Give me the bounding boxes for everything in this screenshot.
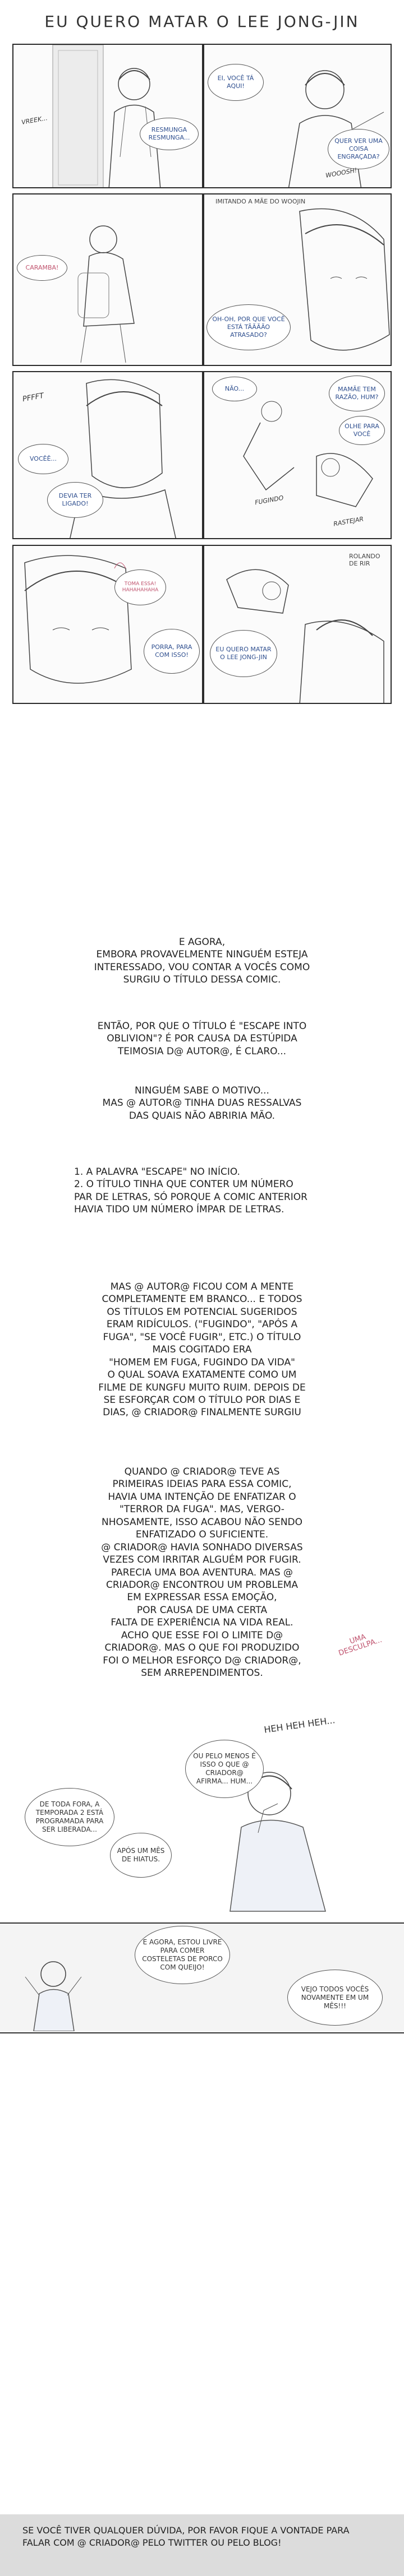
panel-caption-rolling: ROLANDO DE RIR <box>349 553 380 567</box>
angry-face-sketch <box>13 546 203 704</box>
panel-caption-imitating: IMITANDO A MÃE DO WOOJIN <box>215 198 306 205</box>
exclaim-bubble: CARAMBA! <box>17 255 67 281</box>
sfx-woosh: WOOOSH! <box>325 166 358 179</box>
speech-bubble-olhe: OLHE PARA VOCÊ <box>339 416 385 445</box>
speech-bubble-hiatus: APÓS UM MÊS DE HIATUS. <box>110 1833 172 1878</box>
comic-panel-2a <box>12 193 203 366</box>
speech-bubble-funny: QUER VER UMA COISA ENGRAÇADA? <box>328 129 389 169</box>
annotation-hehe: HEH HEH HEH... <box>263 1715 336 1735</box>
footer-banner <box>0 2514 404 2576</box>
speech-bubble-livre: E AGORA, ESTOU LIVRE PARA COMER COSTELETAS DE PORCO COM QUEIJO! <box>135 1926 230 1984</box>
author-scene-1 <box>0 1738 404 1917</box>
sfx-rastejar: RASTEJAR <box>333 515 364 528</box>
footer-contact-text: SE VOCÊ TIVER QUALQUER DÚVIDA, POR FAVOR FIQUE A VONTADE PARA FALAR COM @ CRIADOR@ PELO TWITTER OU PELO BLOG! <box>22 2525 350 2548</box>
story-why-title: ENTÃO, POR QUE O TÍTULO É "ESCAPE INTO OBLIVION"? É POR CAUSA DA ESTÚPIDA TEIMOSIA D@ AUTOR@, É CLARO... <box>97 1021 307 1057</box>
speech-bubble-hey: EI, VOCÊ TÁ AQUI! <box>208 64 264 101</box>
speech-bubble-late: OH-OH, POR QUE VOCÊ ESTÁ TÃÃÃÃO ATRASADO? <box>206 304 291 350</box>
comic-panel-4b <box>203 545 392 704</box>
speech-bubble-quero-matar: EU QUERO MATAR O LEE JONG-JIN <box>210 630 277 677</box>
speech-bubble-mamae: MAMÃE TEM RAZÃO, HUM? <box>329 376 385 411</box>
exclaim-toma-essa: TOMA ESSA! HAHAHAHAHA <box>114 569 166 605</box>
comic-panel-2b <box>203 193 392 366</box>
comic-panel-3a <box>12 371 203 539</box>
speech-bubble-nao: NÃO... <box>212 377 257 401</box>
sfx-door-creak: VREEK... <box>21 114 48 126</box>
comic-panel-3b <box>203 371 392 539</box>
speech-bubble-devia: DEVIA TER LIGADO! <box>47 482 103 518</box>
comic-panel-1b <box>203 44 392 188</box>
story-blank-mind: MAS @ AUTOR@ FICOU COM A MENTE COMPLETAMENTE EM BRANCO... E TODOS OS TÍTULOS EM POTENCIAL SUGERIDOS ERAM RIDÍCULOS. ("FUGINDO", "APÓS A FUGA", "SE VOCÊ FUGIR", ETC.) O TÍTULO MAIS COGITADO ERA "HOMEM EM FUGA, FUGINDO DA VIDA" O QUAL SOAVA EXATAMENTE COMO UM FILME DE KUNGFU MUITO RUIM. DEPOIS DE SE ESFORÇAR COM O TÍTULO POR DIAS E DIAS, @ CRIADOR@ FINALMENTE SURGIU <box>98 1281 306 1419</box>
speech-bubble-porra: PORRA, PARA COM ISSO! <box>144 629 200 674</box>
speech-bubble-temporada: DE TODA FORA, A TEMPORADA 2 ESTÁ PROGRAMADA PARA SER LIBERADA... <box>25 1788 114 1846</box>
mumble-bubble: RESMUNGA RESMUNGA... <box>140 118 199 150</box>
comic-panel-1a <box>12 44 203 188</box>
speech-bubble-vejo: VEJO TODOS VOCÊS NOVAMENTE EM UM MÊS!!! <box>287 1970 383 2026</box>
author-scene-2 <box>0 1924 404 2031</box>
story-reasons: NINGUÉM SABE O MOTIVO... MAS @ AUTOR@ TINHA DUAS RESSALVAS DAS QUAIS NÃO ABRIRIA MÃO. <box>102 1085 302 1122</box>
divider-bottom <box>0 2032 404 2033</box>
story-rules-list: 1. A PALAVRA "ESCAPE" NO INÍCIO. 2. O TÍTULO TINHA QUE CONTER UM NÚMERO PAR DE LETRAS, SÓ PORQUE A COMIC ANTERIOR HAVIA TIDO UM NÚMERO ÍMPAR DE LETRAS. <box>74 1166 307 1216</box>
comic-panel-4a <box>12 545 203 704</box>
annotation-desculpa: UMA DESCULPA... <box>337 1633 383 1658</box>
speech-bubble-voce: VOCÊÊ... <box>18 444 68 474</box>
speech-bubble-pelo-menos: OU PELO MENOS É ISSO O QUE @ CRIADOR@ AFIRMA... HUM... <box>185 1740 264 1798</box>
sfx-pffft: PFFFT <box>21 391 45 404</box>
rolling-laugh-sketch <box>204 546 392 704</box>
sfx-fugindo: FUGINDO <box>254 494 284 507</box>
page-title: EU QUERO MATAR O LEE JONG-JIN <box>44 12 360 31</box>
story-intro: E AGORA, EMBORA PROVAVELMENTE NINGUÉM ESTEJA INTERESSADO, VOU CONTAR A VOCÊS COMO SURGIU O TÍTULO DESSA COMIC. <box>94 937 310 986</box>
story-origin: QUANDO @ CRIADOR@ TEVE AS PRIMEIRAS IDEIAS PARA ESSA COMIC, HAVIA UMA INTENÇÃO DE ENFATIZAR O "TERROR DA FUGA". MAS, VERGO- NHOSAMENTE, ISSO ACABOU NÃO SENDO ENFATIZADO O SUFICIENTE. @ CRIADOR@ HAVIA SONHADO DIVERSAS VEZES COM IRRITAR ALGUÉM POR FUGIR. PARECIA UMA BOA AVENTURA. MAS @ CRIADOR@ ENCONTROU UM PROBLEMA EM EXPRESSAR ESSA EMOÇÃO, POR CAUSA DE UMA CERTA FALTA DE EXPERIÊNCIA NA VIDA REAL. ACHO QUE ESSE FOI O LIMITE D@ CRIADOR@. MAS O QUE FOI PRODUZIDO FOI O MELHOR ESFORÇO D@ CRIADOR@, SEM ARREPENDIMENTOS. <box>101 1466 303 1679</box>
